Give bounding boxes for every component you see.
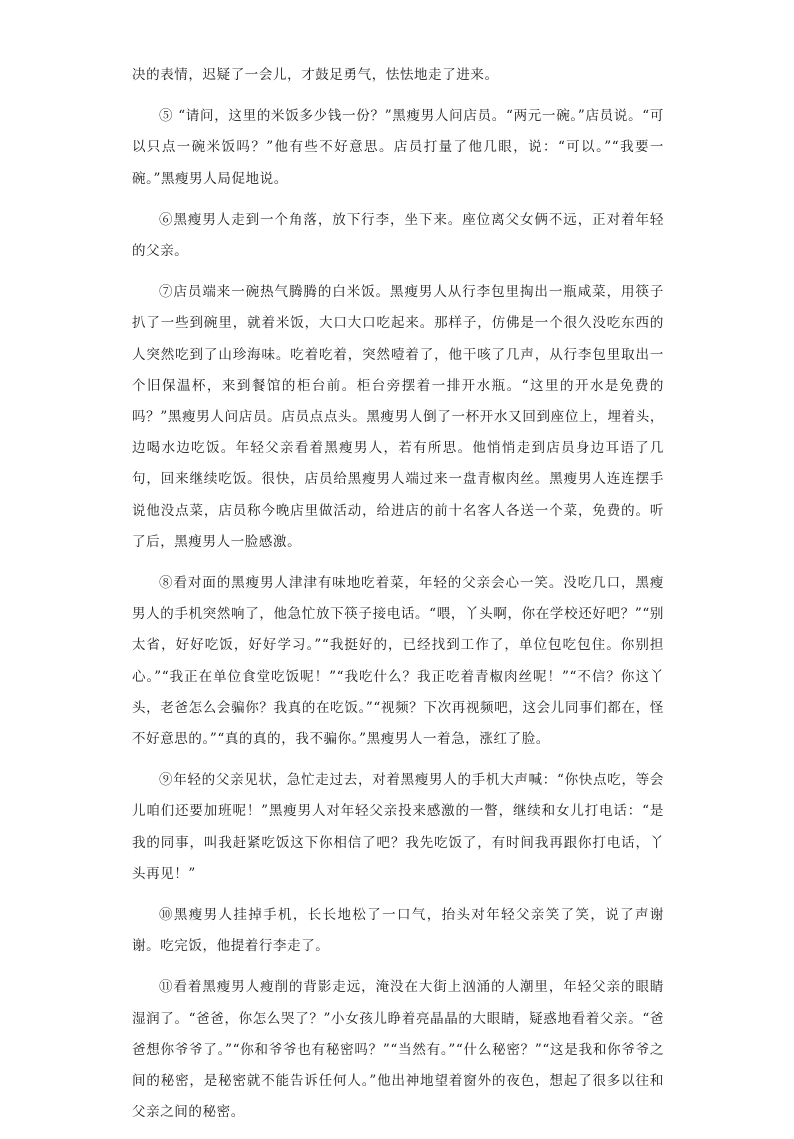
paragraph-7: ⑦店员端来一碗热气腾腾的白米饭。黑瘦男人从行李包里掏出一瓶咸菜，用筷子扒了一些到碗里，就着米饭，大口大口吃起来。那样子，仿佛是一个很久没吃东西的人突然吃到了山珍海味。吃着吃着，突然噎着了，他干咳了几声，从行李包里取出一个旧保温杯，来到餐馆的柜台前。柜台旁摆着一排开水瓶。“这里的开水是免费的吗？”黑瘦男人问店员。店员点点头。黑瘦男人倒了一杯开水又回到座位上，埋着头，边喝水边吃饭。年轻父亲看着黑瘦男人，若有所思。他悄悄走到店员身边耳语了几句，回来继续吃饭。很快，店员给黑瘦男人端过来一盘青椒肉丝。黑瘦男人连连摆手说他没点菜，店员称今晚店里做活动，给进店的前十名客人各送一个菜，免费的。听了后，黑瘦男人一脸感激。 — [132, 284, 664, 550]
paragraph-5: ⑤ “请问，这里的米饭多少钱一份？”黑瘦男人问店员。“两元一碗。”店员说。“可以只点一碗米饭吗？”他有些不好意思。店员打量了他几眼，说：“可以。”“我要一碗。”黑瘦男人局促地说。 — [132, 108, 664, 187]
paragraph-11: ⑪看着黑瘦男人瘦削的背影走远，淹没在大街上汹涌的人潮里，年轻父亲的眼睛湿润了。“爸爸，你怎么哭了？”小女孩儿睁着亮晶晶的大眼睛，疑惑地看着父亲。“爸爸想你爷爷了。”“你和爷爷也有秘密吗？”“当然有。”“什么秘密？”“这是我和你爷爷之间的秘密，是秘密就不能告诉任何人。”他出神地望着窗外的夜色，想起了很多以往和父亲之间的秘密。 — [132, 979, 664, 1121]
story-text — [132, 60, 664, 1139]
paragraph-continued: 决的表情，迟疑了一会儿，才鼓足勇气，怯怯地走了进来。 — [132, 67, 499, 83]
paragraph-9: ⑨年轻的父亲见状，急忙走过去，对着黑瘦男人的手机大声喊：“你快点吃，等会儿咱们还要加班呢！”黑瘦男人对年轻父亲投来感激的一瞥，继续和女儿打电话：“是我的同事，叫我赶紧吃饭这下你相信了吧？我先吃饭了，有时间我再跟你打电话，丫头再见！” — [132, 772, 664, 882]
paragraph-6: ⑥黑瘦男人走到一个角落，放下行李，坐下来。座位离父女俩不远，正对着年轻的父亲。 — [132, 211, 664, 260]
paragraph-8: ⑧看对面的黑瘦男人津津有味地吃着菜，年轻的父亲会心一笑。没吃几口，黑瘦男人的手机突然响了，他急忙放下筷子接电话。“喂，丫头啊，你在学校还好吧？”“别太省，好好吃饭，好好学习。”“我挺好的，已经找到工作了，单位包吃包住。你别担心。”“我正在单位食堂吃饭呢！”“我吃什么？我正吃着青椒肉丝呢！”“不信？你这丫头，老爸怎么会骗你？我真的在吃饭。”“视频？下次再视频吧，这会儿同事们都在，怪不好意思的。”“真的真的，我不骗你。”黑瘦男人一着急，涨红了脸。 — [132, 575, 664, 748]
paragraph-10: ⑩黑瘦男人挂掉手机，长长地松了一口气，抬头对年轻父亲笑了笑，说了声谢谢。吃完饭，他提着行李走了。 — [132, 907, 664, 955]
